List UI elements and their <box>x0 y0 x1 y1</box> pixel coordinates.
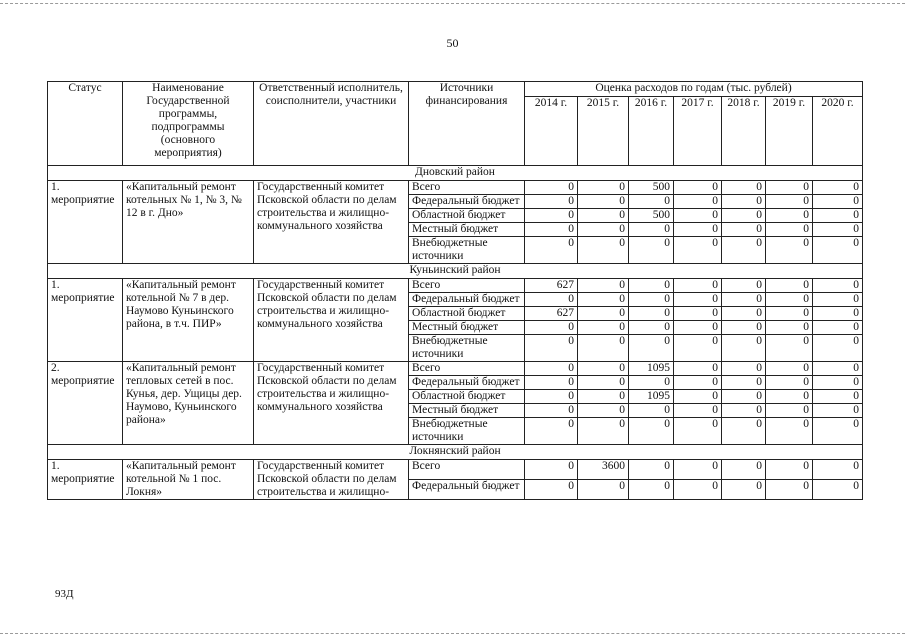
amount-cell: 0 <box>766 181 813 195</box>
document-code: 93Д <box>55 588 74 600</box>
funding-source-cell: Всего <box>409 362 525 376</box>
funding-source-cell: Всего <box>409 181 525 195</box>
header-year: 2015 г. <box>578 97 629 166</box>
amount-cell: 0 <box>578 335 629 362</box>
amount-cell: 0 <box>525 480 578 500</box>
amount-cell: 0 <box>674 404 722 418</box>
amount-cell: 0 <box>578 404 629 418</box>
amount-cell: 0 <box>813 335 863 362</box>
amount-cell: 0 <box>813 209 863 223</box>
amount-cell: 0 <box>674 362 722 376</box>
amount-cell: 0 <box>722 335 766 362</box>
amount-cell: 0 <box>674 237 722 264</box>
amount-cell: 0 <box>674 390 722 404</box>
amount-cell: 0 <box>813 362 863 376</box>
program-name-cell: «Капитальный ремонт котельной № 7 в дер. Наумово Куньинского района, в т.ч. ПИР» <box>123 279 254 362</box>
amount-cell: 0 <box>766 279 813 293</box>
amount-cell: 0 <box>674 181 722 195</box>
amount-cell: 0 <box>766 480 813 500</box>
header-year: 2017 г. <box>674 97 722 166</box>
header-year: 2020 г. <box>813 97 863 166</box>
amount-cell: 0 <box>525 390 578 404</box>
funding-source-cell: Федеральный бюджет <box>409 195 525 209</box>
amount-cell: 0 <box>629 223 674 237</box>
table-row <box>48 460 863 480</box>
amount-cell: 0 <box>525 181 578 195</box>
amount-cell: 0 <box>578 279 629 293</box>
amount-cell: 0 <box>525 335 578 362</box>
status-cell: 2. мероприятие <box>48 362 123 445</box>
amount-cell: 0 <box>813 195 863 209</box>
amount-cell: 0 <box>722 195 766 209</box>
amount-cell: 0 <box>578 209 629 223</box>
amount-cell: 0 <box>525 362 578 376</box>
amount-cell: 0 <box>629 279 674 293</box>
funding-source-cell: Федеральный бюджет <box>409 480 525 500</box>
amount-cell: 0 <box>629 460 674 480</box>
amount-cell: 0 <box>813 460 863 480</box>
funding-source-cell: Всего <box>409 460 525 480</box>
header-year: 2019 г. <box>766 97 813 166</box>
table-row <box>48 181 863 195</box>
header-row <box>48 82 863 97</box>
amount-cell: 0 <box>722 279 766 293</box>
amount-cell: 0 <box>674 376 722 390</box>
header-estimate: Оценка расходов по годам (тыс. рублей) <box>525 82 863 97</box>
amount-cell: 0 <box>674 307 722 321</box>
amount-cell: 0 <box>578 321 629 335</box>
amount-cell: 0 <box>578 376 629 390</box>
amount-cell: 0 <box>525 404 578 418</box>
amount-cell: 0 <box>766 362 813 376</box>
funding-source-cell: Областной бюджет <box>409 209 525 223</box>
amount-cell: 0 <box>674 223 722 237</box>
amount-cell: 0 <box>674 418 722 445</box>
amount-cell: 0 <box>578 480 629 500</box>
amount-cell: 0 <box>525 195 578 209</box>
header-year: 2018 г. <box>722 97 766 166</box>
amount-cell: 0 <box>813 279 863 293</box>
amount-cell: 0 <box>525 293 578 307</box>
table-row <box>48 279 863 293</box>
amount-cell: 0 <box>525 321 578 335</box>
amount-cell: 0 <box>722 209 766 223</box>
amount-cell: 0 <box>813 321 863 335</box>
amount-cell: 627 <box>525 307 578 321</box>
amount-cell: 0 <box>578 195 629 209</box>
amount-cell: 0 <box>629 195 674 209</box>
amount-cell: 0 <box>813 293 863 307</box>
amount-cell: 0 <box>766 209 813 223</box>
program-name-cell: «Капитальный ремонт тепловых сетей в пос. Кунья, дер. Ущицы дер. Наумово, Куньинского района» <box>123 362 254 445</box>
amount-cell: 0 <box>722 404 766 418</box>
district-row <box>48 166 863 181</box>
amount-cell: 0 <box>629 404 674 418</box>
executor-cell: Государственный комитет Псковской области по делам строительства и жилищно-коммунального хозяйства <box>254 279 409 362</box>
amount-cell: 0 <box>578 223 629 237</box>
amount-cell: 0 <box>813 418 863 445</box>
amount-cell: 0 <box>629 237 674 264</box>
amount-cell: 0 <box>525 460 578 480</box>
amount-cell: 0 <box>578 237 629 264</box>
amount-cell: 0 <box>722 418 766 445</box>
amount-cell: 0 <box>722 307 766 321</box>
district-name: Локнянский район <box>48 445 863 460</box>
funding-source-cell: Внебюджетные источники <box>409 237 525 264</box>
amount-cell: 0 <box>578 390 629 404</box>
amount-cell: 0 <box>629 335 674 362</box>
executor-cell: Государственный комитет Псковской области по делам строительства и жилищно-коммунального хозяйства <box>254 181 409 264</box>
executor-cell: Государственный комитет Псковской области по делам строительства и жилищно-коммунального хозяйства <box>254 362 409 445</box>
amount-cell: 0 <box>674 480 722 500</box>
amount-cell: 0 <box>766 460 813 480</box>
status-cell: 1. мероприятие <box>48 279 123 362</box>
amount-cell: 0 <box>813 307 863 321</box>
amount-cell: 0 <box>629 480 674 500</box>
header-sources: Источники финансирования <box>409 82 525 166</box>
amount-cell: 0 <box>674 460 722 480</box>
table-body <box>48 82 863 500</box>
amount-cell: 0 <box>766 335 813 362</box>
district-row <box>48 445 863 460</box>
amount-cell: 0 <box>722 223 766 237</box>
amount-cell: 0 <box>674 293 722 307</box>
funding-source-cell: Областной бюджет <box>409 390 525 404</box>
amount-cell: 0 <box>578 362 629 376</box>
amount-cell: 0 <box>578 181 629 195</box>
funding-source-cell: Областной бюджет <box>409 307 525 321</box>
executor-cell: Государственный комитет Псковской области по делам строительства и жилищно- <box>254 460 409 500</box>
funding-source-cell: Всего <box>409 279 525 293</box>
funding-source-cell: Федеральный бюджет <box>409 376 525 390</box>
amount-cell: 0 <box>722 460 766 480</box>
table-row <box>48 362 863 376</box>
amount-cell: 0 <box>722 390 766 404</box>
page-number: 50 <box>446 36 459 50</box>
amount-cell: 0 <box>766 376 813 390</box>
amount-cell: 0 <box>766 418 813 445</box>
amount-cell: 0 <box>674 279 722 293</box>
amount-cell: 0 <box>578 307 629 321</box>
amount-cell: 0 <box>629 418 674 445</box>
district-name: Дновский район <box>48 166 863 181</box>
amount-cell: 0 <box>766 390 813 404</box>
header-year: 2016 г. <box>629 97 674 166</box>
amount-cell: 0 <box>813 376 863 390</box>
amount-cell: 0 <box>813 404 863 418</box>
amount-cell: 0 <box>525 209 578 223</box>
amount-cell: 627 <box>525 279 578 293</box>
header-program: Наименование Государственной программы, подпрограммы (основного мероприятия) <box>123 82 254 166</box>
amount-cell: 0 <box>722 237 766 264</box>
district-row <box>48 264 863 279</box>
funding-source-cell: Местный бюджет <box>409 321 525 335</box>
bottom-scan-edge <box>0 633 905 634</box>
amount-cell: 0 <box>525 418 578 445</box>
amount-cell: 0 <box>722 376 766 390</box>
status-cell: 1. мероприятие <box>48 181 123 264</box>
amount-cell: 0 <box>813 223 863 237</box>
header-status: Статус <box>48 82 123 166</box>
amount-cell: 500 <box>629 209 674 223</box>
amount-cell: 500 <box>629 181 674 195</box>
funding-source-cell: Федеральный бюджет <box>409 293 525 307</box>
amount-cell: 0 <box>766 223 813 237</box>
amount-cell: 0 <box>674 195 722 209</box>
amount-cell: 0 <box>525 376 578 390</box>
amount-cell: 0 <box>766 237 813 264</box>
amount-cell: 0 <box>766 195 813 209</box>
funding-source-cell: Внебюджетные источники <box>409 418 525 445</box>
funding-source-cell: Местный бюджет <box>409 404 525 418</box>
amount-cell: 0 <box>813 390 863 404</box>
amount-cell: 0 <box>674 335 722 362</box>
amount-cell: 0 <box>674 321 722 335</box>
amount-cell: 0 <box>525 223 578 237</box>
header-executor: Ответственный исполнитель, соисполнители, участники <box>254 82 409 166</box>
amount-cell: 0 <box>766 293 813 307</box>
amount-cell: 3600 <box>578 460 629 480</box>
amount-cell: 0 <box>629 293 674 307</box>
amount-cell: 1095 <box>629 390 674 404</box>
status-cell: 1. мероприятие <box>48 460 123 500</box>
amount-cell: 0 <box>629 376 674 390</box>
funding-source-cell: Местный бюджет <box>409 223 525 237</box>
amount-cell: 0 <box>766 307 813 321</box>
amount-cell: 0 <box>722 181 766 195</box>
amount-cell: 1095 <box>629 362 674 376</box>
amount-cell: 0 <box>766 321 813 335</box>
amount-cell: 0 <box>722 362 766 376</box>
amount-cell: 0 <box>722 321 766 335</box>
district-name: Куньинский район <box>48 264 863 279</box>
amount-cell: 0 <box>813 237 863 264</box>
amount-cell: 0 <box>766 404 813 418</box>
budget-table <box>47 81 863 500</box>
amount-cell: 0 <box>813 181 863 195</box>
amount-cell: 0 <box>722 480 766 500</box>
amount-cell: 0 <box>722 293 766 307</box>
top-scan-edge <box>0 3 905 4</box>
amount-cell: 0 <box>578 418 629 445</box>
program-name-cell: «Капитальный ремонт котельных № 1, № 3, № 12 в г. Дно» <box>123 181 254 264</box>
amount-cell: 0 <box>525 237 578 264</box>
funding-source-cell: Внебюджетные источники <box>409 335 525 362</box>
header-year: 2014 г. <box>525 97 578 166</box>
amount-cell: 0 <box>674 209 722 223</box>
amount-cell: 0 <box>629 307 674 321</box>
amount-cell: 0 <box>578 293 629 307</box>
amount-cell: 0 <box>629 321 674 335</box>
program-name-cell: «Капитальный ремонт котельной № 1 пос. Локня» <box>123 460 254 500</box>
amount-cell: 0 <box>813 480 863 500</box>
